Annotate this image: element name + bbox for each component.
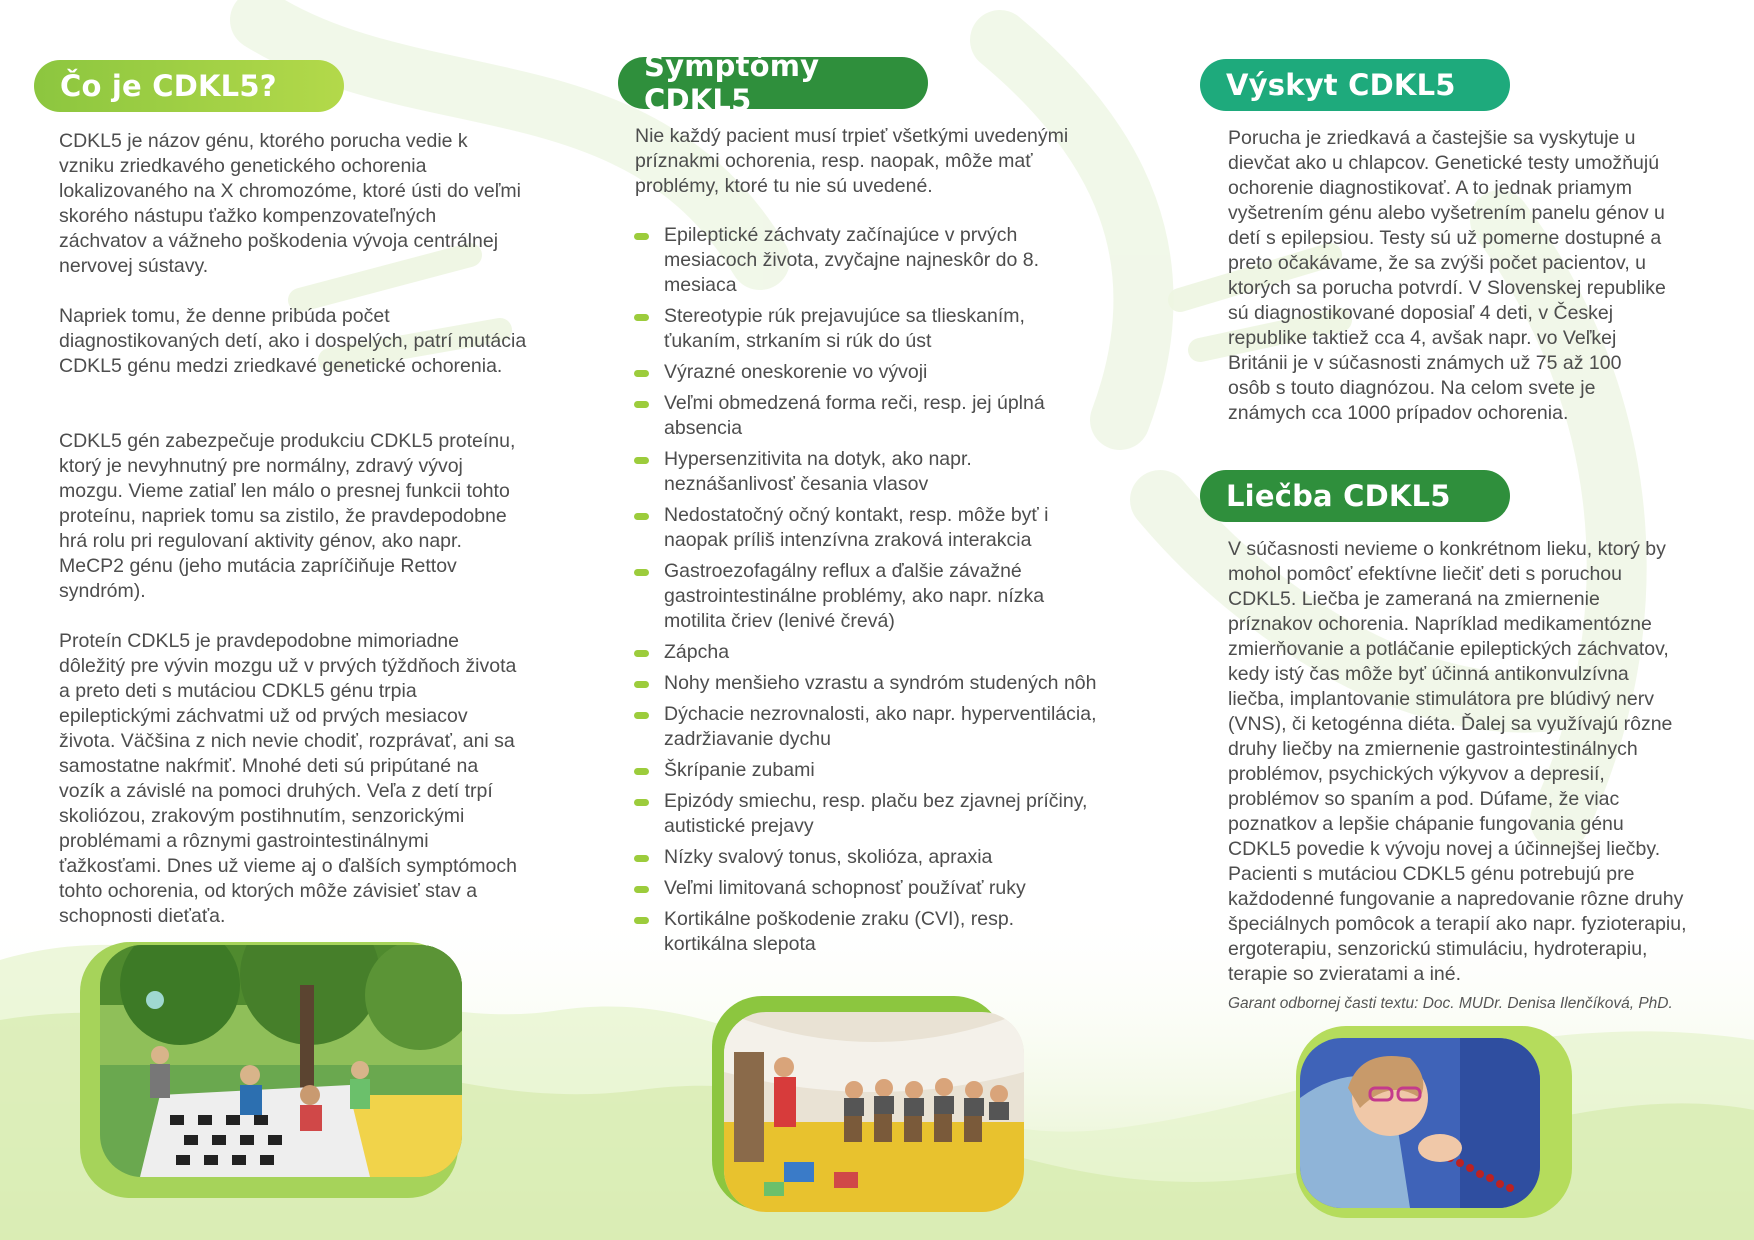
heading-occurrence [1200,59,1510,111]
treatment-text: V súčasnosti nevieme o konkrétnom lieku, ktorý by mohol pomôcť efektívne liečiť deti s poruchou CDKL5. Liečba je zameraná na zmiernenie príznakov ochorenia. Napríklad medikamentózne zmierňovanie a potláčanie epileptických záchvatov, kedy istý čas môže byť účinná antikonvulzívna liečba, implantovanie stimulátora pre blúdivý nerv (VNS), či ketogénna diéta. Ďalej sa využívajú rôzne druhy liečby na zmiernenie gastrointestinálnych problémov, psychických výkyvov a depresií, problémov so spaním a pod. Dúfame, že viac poznatkov a lepšie chápanie fungovania génu CDKL5 povedie k vývoju novej a účinnejšej liečby. Pacienti s mutáciou CDKL5 génu potrebujú pre každodenné fungovanie a napredovanie rôzne druhy špeciálnych pomôcok a terapií ako napr. fyzioterapiu, ergoterapiu, senzorickú stimuláciu, hydroterapiu, terapie so zvieratami a iné. [1228,538,1687,985]
picnic-photo [100,945,462,1177]
list-item-text: Výrazné oneskorenie vo vývoji [664,361,928,383]
list-item [634,789,1100,839]
bullet-icon [634,681,649,688]
list-item [634,640,1100,665]
bullet-icon [634,569,649,576]
heading-what-is-cdkl5 [34,60,344,112]
list-item-text: Nohy menšieho vzrastu a syndróm studených nôh [664,672,1097,694]
list-item-text: Nedostatočný očný kontakt, resp. môže byť i naopak príliš intenzívna zraková interakcia [664,504,1049,551]
list-item [634,447,1100,497]
list-item [634,907,1100,957]
list-item [634,391,1100,441]
bullet-icon [634,799,649,806]
bullet-icon [634,370,649,377]
list-item-text: Veľmi limitovaná schopnosť používať ruky [664,877,1026,899]
paragraph: Proteín CDKL5 je pravdepodobne mimoriadne dôležitý pre vývin mozgu už v prvých týždňoch života a preto deti s mutáciou CDKL5 génu trpia epileptickými záchvatmi už od prvých mesiacov života. Väčšina z nich nevie chodiť, rozprávať, ani sa samostatne nakŕmiť. Mnohé deti sú pripútané na vozík a závislé na pomoci druhých. Veľa z detí trpí skoliózou, zrakovým postihnutím, senzorickými problémami a rôznymi gastrointestinálnymi ťažkosťami. Dnes už vieme aj o ďalších symptómoch tohto ochorenia, od ktorých môže závisieť stav a schopnosti dieťaťa. [59,630,517,927]
bullet-icon [634,650,649,657]
symptom-list [634,223,1100,963]
bullet-icon [634,401,649,408]
list-item [634,223,1100,298]
bullet-icon [634,917,649,924]
list-item-text: Dýchacie nezrovnalosti, ako napr. hyperventilácia, zadržiavanie dychu [664,703,1097,750]
list-item [634,671,1100,696]
list-item [634,559,1100,634]
therapy-room-photo [724,1012,1024,1212]
heading-label: Čo je CDKL5? [60,69,277,103]
list-item-text: Epileptické záchvaty začínajúce v prvých mesiacoch života, zvyčajne najneskôr do 8. mesiaca [664,224,1040,296]
list-item [634,304,1100,354]
heading-treatment [1200,470,1510,522]
heading-label: Výskyt CDKL5 [1226,68,1456,102]
list-item [634,845,1100,870]
symptoms-intro: Nie každý pacient musí trpieť všetkými uvedenými príznakmi ochorenia, resp. naopak, môže mať problémy, ktoré tu nie sú uvedené. [635,125,1069,197]
list-item-text: Gastroezofagálny reflux a ďalšie závažné gastrointestinálne problémy, ako napr. nízka motilita čriev (lenivé črevá) [664,560,1045,632]
bullet-icon [634,314,649,321]
list-item-text: Nízky svalový tonus, skolióza, apraxia [664,846,993,868]
list-item-text: Kortikálne poškodenie zraku (CVI), resp. kortikálna slepota [664,908,1015,955]
list-item [634,360,1100,385]
paragraph: CDKL5 je názov génu, ktorého porucha vedie k vzniku zriedkavého genetického ochorenia lokalizovaného na X chromozóme, ktoré ústi do veľmi skorého nástupu ťažko kompenzovateľných záchvatov a vážneho poškodenia vývoja centrálnej nervovej sústavy. [59,130,521,277]
list-item-text: Veľmi obmedzená forma reči, resp. jej úplná absencia [664,392,1045,439]
expert-credit: Garant odbornej časti textu: Doc. MUDr. Denisa Ilenčíková, PhD. [1228,995,1673,1012]
list-item [634,758,1100,783]
paragraph: Napriek tomu, že denne pribúda počet diagnostikovaných detí, ako i dospelých, patrí mutácia CDKL5 génu medzi zriedkavé genetické ochorenia. [59,305,527,377]
list-item-text: Zápcha [664,641,730,663]
bullet-icon [634,855,649,862]
bullet-icon [634,886,649,893]
heading-label: Symptómy CDKL5 [644,49,820,117]
heading-symptoms [618,49,928,117]
list-item-text: Epizódy smiechu, resp. plaču bez zjavnej príčiny, autistické prejavy [664,790,1088,837]
occurrence-text: Porucha je zriedkavá a častejšie sa vyskytuje u dievčat ako u chlapcov. Genetické testy umožňujú ochorenie diagnostikovať. A to jednak priamym vyšetrením génu alebo vyšetrením panelu génov u detí s epilepsiou. Testy sú už pomerne dostupné a preto očakávame, že sa zvýši počet pacientov, u ktorých sa porucha potvrdí. V Slovenskej republike sú diagnostikované doposiaľ 4 deti, v Českej republike taktiež cca 4, avšak napr. vo Veľkej Británii je v súčasnosti známych už 75 až 100 osôb s touto diagnózou. Na celom svete je známych cca 1000 prípadov ochorenia. [1228,127,1666,424]
bullet-icon [634,513,649,520]
heading-label: Liečba CDKL5 [1226,479,1451,513]
list-item-text: Hypersenzitivita na dotyk, ako napr. neznášanlivosť česania vlasov [664,448,972,495]
list-item-text: Škrípanie zubami [664,759,815,781]
paragraph: CDKL5 gén zabezpečuje produkciu CDKL5 proteínu, ktorý je nevyhnutný pre normálny, zdravý vývoj mozgu. Vieme zatiaľ len málo o presnej funkcii tohto proteínu, napriek tomu sa zistilo, že pravdepodobne hrá rolu pri regulovaní aktivity génov, ako napr. MeCP2 génu (jeho mutácia zapríčiňuje Rettov syndróm). [59,430,516,602]
list-item [634,503,1100,553]
list-item [634,702,1100,752]
bullet-icon [634,768,649,775]
bullet-icon [634,233,649,240]
bullet-icon [634,712,649,719]
child-beads-photo [1300,1038,1540,1208]
list-item-text: Stereotypie rúk prejavujúce sa tlieskaním, ťukaním, strkaním si rúk do úst [664,305,1025,352]
list-item [634,876,1100,901]
bullet-icon [634,457,649,464]
